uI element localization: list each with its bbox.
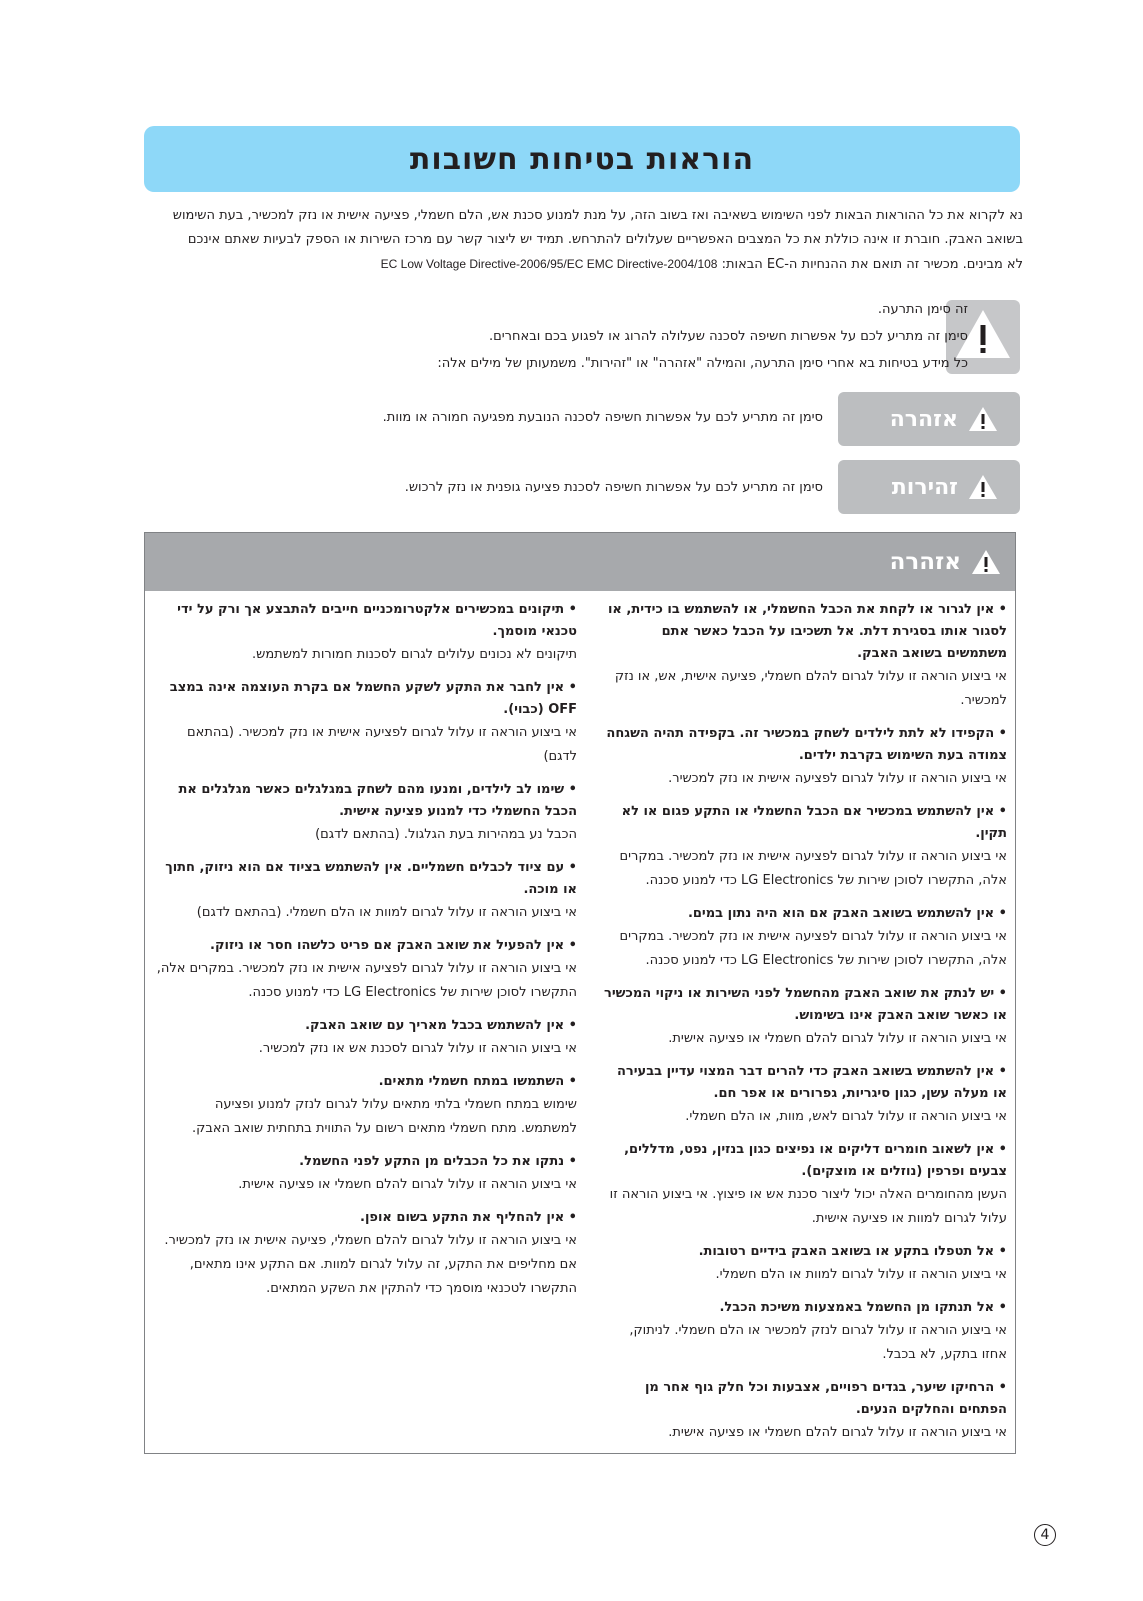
safety-item-heading: • נתקו את כל הכבלים מן התקע לפני החשמל. <box>155 1151 577 1173</box>
intro-line-3-text: לא מבינים. מכשיר זה תואם את ההנחיות ה-EC הבאות: <box>721 257 1023 272</box>
safety-item-heading: • תיקונים במכשירים אלקטרומכניים חייבים להתבצע אך ורק על ידי טכנאי מוסמך. <box>155 599 577 643</box>
safety-item-body: אי ביצוע הוראה זו עלול לגרום להלם חשמלי או פציעה אישית. <box>668 1425 1007 1440</box>
safety-item-heading: • אין להשתמש בשואב האבק כדי להרים דבר המצוי עדיין בבעירה או מעלה עשן, כגון סיגריות, גפרורים או אפר חם. <box>603 1061 1007 1105</box>
safety-item-body: אי ביצוע הוראה זו עלול לגרום להלם חשמלי, פציעה אישית, אש, או נזק למכשיר. <box>614 669 1007 708</box>
notice-line-2: סימן זה מתריע לכם על אפשרות חשיפה לסכנה שעלולה להרוג או לפגוע בכם ובאחרים. <box>489 329 968 344</box>
safety-item-body: תיקונים לא נכונים עלולים לגרום לסכנות חמורות למשתמש. <box>252 647 577 662</box>
safety-item-heading: • אל תטפלו בתקע או בשואב האבק בידיים רטובות. <box>603 1241 1007 1263</box>
safety-item-heading: • שימו לב לילדים, ומנעו מהם לשחק במגלגלים כאשר מגלגלים את הכבל החשמלי כדי למנוע פציעה אישית. <box>155 779 577 823</box>
safety-item-heading: • אין להשתמש בכבל מאריך עם שואב האבק. <box>155 1015 577 1037</box>
ec-directive: EC Low Voltage Directive-2006/95/EC EMC Directive-2004/108 <box>380 257 718 271</box>
safety-item <box>155 857 577 925</box>
warning-description: סימן זה מתריע לכם על אפשרות חשיפה לסכנה הנובעת מפגיעה חמורה או מוות. <box>382 410 823 425</box>
caution-description: סימן זה מתריע לכם על אפשרות חשיפה לסכנת פציעה גופנית או נזק לרכוש. <box>404 480 823 495</box>
panel-header <box>145 533 1015 591</box>
safety-item <box>603 903 1007 973</box>
page-title: הוראות בטיחות חשובות <box>409 141 755 177</box>
safety-item-heading: • אין לשאוב חומרים דליקים או נפיצים כגון בנזין, נפט, מדללים, צבעים ופרפין (נוזלים או מוצקים). <box>603 1139 1007 1183</box>
safety-item <box>155 1071 577 1141</box>
safety-item <box>603 1061 1007 1129</box>
safety-item-body: אי ביצוע הוראה זו עלול לגרום למוות או הלם חשמלי. <box>715 1267 1007 1282</box>
safety-item <box>155 779 577 847</box>
intro-line-2: בשואב האבק. חוברת זו אינה כוללת את כל המצבים האפשריים שעלולים להתרחש. תמיד יש ליצור קשר עם מרכז השירות או הספק לבעיות שאתם אינכם <box>187 232 1023 247</box>
warning-triangle-icon <box>968 405 998 433</box>
safety-item-heading: • אין להפעיל את שואב האבק אם פריט כלשהו חסר או ניזוק. <box>155 935 577 957</box>
caution-badge-label: זהירות <box>891 474 958 500</box>
warning-badge-label: אזהרה <box>889 406 958 432</box>
safety-item <box>603 599 1007 713</box>
safety-item-heading: • עם ציוד לכבלים חשמליים. אין להשתמש בציוד אם הוא ניזוק, חתוך או מוכה. <box>155 857 577 901</box>
safety-item <box>603 1377 1007 1445</box>
title-banner <box>144 126 1020 192</box>
safety-item-heading: • אין להשתמש במכשיר אם הכבל החשמלי או התקע פגום או לא תקין. <box>603 801 1007 845</box>
safety-item <box>603 1241 1007 1287</box>
safety-item-body: אי ביצוע הוראה זו עלול לגרום למוות או הלם חשמלי. (בהתאם לדגם) <box>196 905 577 920</box>
right-column <box>603 599 1007 1455</box>
safety-item-body: אי ביצוע הוראה זו עלול לגרום להלם חשמלי, פציעה אישית או נזק למכשיר. אם מחליפים את התקע, זה עלול לגרום למוות. אם התקע אינו מתאים, התקשרו לטכנאי מוסמך כדי להתקין את השקע המתאים. <box>164 1233 577 1296</box>
safety-item-body: אי ביצוע הוראה זו עלול לגרום להלם חשמלי או פציעה אישית. <box>238 1177 577 1192</box>
safety-item-heading: • יש לנתק את שואב האבק מהחשמל לפני השירות או ניקוי המכשיר או כאשר שואב האבק אינו בשימוש. <box>603 983 1007 1027</box>
safety-item <box>155 677 577 769</box>
safety-item-heading: • השתמשו במתח חשמלי מתאים. <box>155 1071 577 1093</box>
safety-item <box>155 599 577 667</box>
caution-badge <box>838 460 1020 514</box>
notice-line-1: זה סימן התרעה. <box>877 302 968 317</box>
intro-line-3 <box>330 252 1023 277</box>
safety-item <box>155 1151 577 1197</box>
intro-line-1: נא לקרוא את כל ההוראות הבאות לפני השימוש בשאיבה ואז בשוב הזה, על מנת למנוע סכנת אש, הלם חשמלי, פציעה אישית או נזק למכשיר, בעת השימוש <box>172 208 1023 223</box>
safety-item <box>603 723 1007 791</box>
warning-triangle-icon <box>971 548 1001 576</box>
safety-item-heading: • הרחיקו שיער, בגדים רפויים, אצבעות וכל חלק גוף אחר מן הפתחים והחלקים הנעים. <box>603 1377 1007 1421</box>
safety-item-body: אי ביצוע הוראה זו עלול לגרום לפציעה אישית או נזק למכשיר. במקרים אלה, התקשרו לסוכן שירות של LG Electronics כדי למנוע סכנה. <box>619 929 1007 968</box>
warning-badge <box>838 392 1020 446</box>
safety-item-heading: • אל תנתקו מן החשמל באמצעות משיכת הכבל. <box>603 1297 1007 1319</box>
safety-item <box>603 1139 1007 1231</box>
intro-paragraph <box>172 204 1023 277</box>
notice-line-3: כל מידע בטיחות בא אחרי סימן התרעה, והמילה "אזהרה" או "זהירות". משמעותן של מילים אלה: <box>437 356 968 371</box>
safety-item-body: אי ביצוע הוראה זו עלול לגרום לפציעה אישית או נזק למכשיר. במקרים אלה, התקשרו לסוכן שירות של LG Electronics כדי למנוע סכנה. <box>156 961 577 1000</box>
safety-item-body: אי ביצוע הוראה זו עלול לגרום לאש, מוות, או הלם חשמלי. <box>685 1109 1007 1124</box>
notice-text <box>330 296 968 377</box>
safety-item-body: אי ביצוע הוראה זו עלול לגרום לנזק למכשיר או הלם חשמלי. לניתוק, אחזו בתקע, לא בכבל. <box>629 1323 1007 1362</box>
safety-item-heading: • אין לחבר את התקע לשקע החשמל אם בקרת העוצמה אינה במצב OFF (כבוי). <box>155 677 577 721</box>
safety-item <box>155 935 577 1005</box>
warning-panel <box>144 532 1016 1454</box>
left-column <box>155 599 577 1311</box>
safety-item-body: שימוש במתח חשמלי בלתי מתאים עלול לגרום לנזק למנוע ופציעה למשתמש. מתח חשמלי מתאים רשום על התווית בתחתית שואב האבק. <box>191 1097 577 1136</box>
safety-item <box>155 1207 577 1301</box>
safety-item-body: אי ביצוע הוראה זו עלול לגרום לסכנת אש או נזק למכשיר. <box>258 1041 577 1056</box>
page-number: 4 <box>1034 1524 1056 1546</box>
safety-item-body: אי ביצוע הוראה זו עלול לגרום לפציעה אישית או נזק למכשיר. <box>668 771 1007 786</box>
safety-item <box>603 801 1007 893</box>
panel-header-label: אזהרה <box>889 549 961 575</box>
safety-item-heading: • אין להחליף את התקע בשום אופן. <box>155 1207 577 1229</box>
safety-item <box>603 1297 1007 1367</box>
safety-item-body: אי ביצוע הוראה זו עלול לגרום להלם חשמלי או פציעה אישית. <box>668 1031 1007 1046</box>
safety-item-body: העשן מהחומרים האלה יכול ליצור סכנת אש או פיצוץ. אי ביצוע הוראה זו עלול לגרום למוות או פציעה אישית. <box>609 1187 1007 1226</box>
safety-item-body: אי ביצוע הוראה זו עלול לגרום לפציעה אישית או נזק למכשיר. במקרים אלה, התקשרו לסוכן שירות של LG Electronics כדי למנוע סכנה. <box>619 849 1007 888</box>
warning-triangle-icon <box>968 473 998 501</box>
safety-item-body: הכבל נע במהירות בעת הגלגול. (בהתאם לדגם) <box>315 827 577 842</box>
safety-item-body: אי ביצוע הוראה זו עלול לגרום לפציעה אישית או נזק למכשיר. (בהתאם לדגם) <box>187 725 577 764</box>
safety-item-heading: • אין לגרור או לקחת את הכבל החשמלי, או להשתמש בו כידית, או לסגור אותו בסגירת דלת. אל תשכיבו על הכבל כאשר אתם משתמשים בשואב האבק. <box>603 599 1007 665</box>
safety-item <box>155 1015 577 1061</box>
safety-item <box>603 983 1007 1051</box>
safety-item-heading: • אין להשתמש בשואב האבק אם הוא היה נתון במים. <box>603 903 1007 925</box>
safety-item-heading: • הקפידו לא לתת לילדים לשחק במכשיר זה. בקפידה תהיה השגחה צמודה בעת השימוש בקרבת ילדים. <box>603 723 1007 767</box>
